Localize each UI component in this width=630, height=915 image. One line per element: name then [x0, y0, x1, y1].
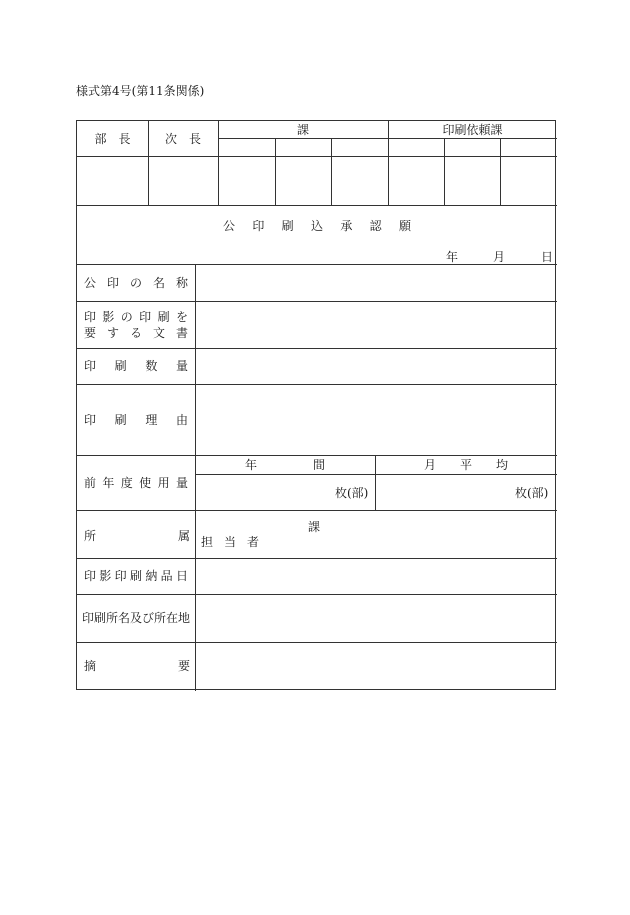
annual-unit: 枚(部)	[335, 486, 369, 500]
remarks-label-right: 要	[178, 659, 191, 673]
print-reason-label: 印 刷 理 由	[84, 413, 188, 427]
date-year: 年	[446, 250, 459, 264]
remarks-label-left: 摘	[84, 659, 97, 673]
affiliation-label-left: 所	[84, 529, 97, 543]
seal-name-label: 公 印 の 名 称	[84, 276, 188, 290]
person-in-charge-label: 担 当 者	[201, 535, 259, 549]
document-label-line1: 印 影 の 印 刷 を	[84, 310, 188, 324]
form-title: 公 印 刷 込 承 認 願	[223, 219, 411, 233]
date-month: 月	[493, 250, 506, 264]
print-count-label: 印 刷 数 量	[84, 359, 188, 373]
jicho-label: 次 長	[164, 132, 201, 146]
date-day: 日	[541, 250, 554, 264]
bucho-label: 部 長	[94, 132, 131, 146]
delivery-date-label: 印 影 印 刷 納 品 日	[84, 569, 188, 583]
prev-usage-label: 前 年 度 使 用 量	[84, 476, 188, 490]
document-label-line2: 要 す る 文 書	[84, 326, 188, 340]
monthly-avg-header: 月 平 均	[424, 458, 508, 472]
printer-info-label: 印刷所名及び所在地	[82, 611, 191, 625]
approval-form	[76, 120, 556, 690]
annual-header: 年 間	[245, 458, 325, 472]
affiliation-label-right: 属	[178, 529, 191, 543]
section-label: 課	[308, 520, 321, 534]
irai-ka-label: 印刷依頼課	[442, 123, 503, 137]
monthly-unit: 枚(部)	[515, 486, 549, 500]
ka-label: 課	[296, 123, 309, 137]
form-number: 様式第4号(第11条関係)	[76, 84, 205, 98]
